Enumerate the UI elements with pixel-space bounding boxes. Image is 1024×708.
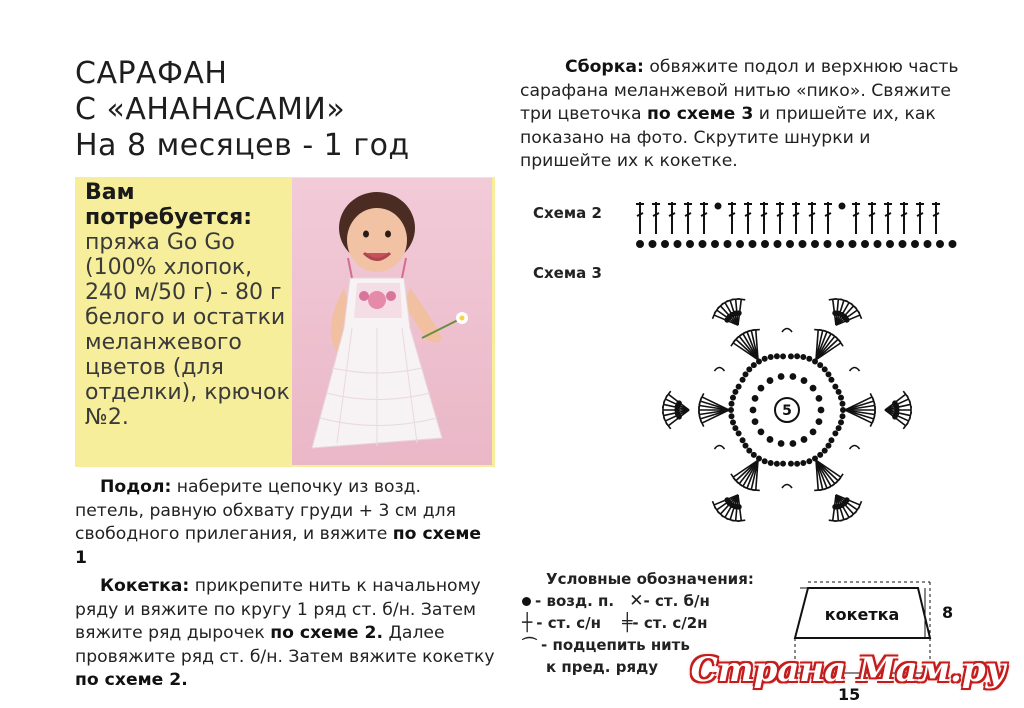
dc-stitch-cross: [745, 213, 751, 216]
arch-chain-dot: [769, 461, 773, 465]
double-crochet-icon: ┼: [522, 613, 533, 633]
dc-stitch-cross: [885, 213, 891, 216]
inner-chain-dot: [801, 437, 806, 442]
arch-chain-dot: [818, 363, 822, 367]
outer-chain-dot: [677, 401, 681, 405]
dc-stitch-cross: [637, 213, 643, 216]
chain-dot: [812, 241, 818, 247]
page-title: [75, 56, 410, 164]
arch-chain-dot: [823, 448, 827, 452]
koketka-label: Кокетка:: [100, 576, 190, 596]
treble-crochet-icon: ╪: [622, 613, 633, 633]
flower-center-number: 5: [782, 403, 792, 419]
requirements-text: [85, 180, 295, 430]
dc-stitch-cross: [793, 213, 799, 216]
arch-chain-dot: [729, 402, 733, 406]
arch-chain-dot: [731, 420, 735, 424]
arch-chain-dot: [769, 355, 773, 359]
arch-chain-dot: [736, 384, 740, 388]
chain-dot: [775, 241, 781, 247]
arch-chain-dot: [762, 459, 766, 463]
legend-heading: Условные обозначения:: [546, 570, 754, 588]
arch-chain-dot: [833, 431, 837, 435]
legend-hook: - подцепить нить: [541, 636, 690, 654]
arch-chain-dot: [829, 378, 833, 382]
hook-arc: [714, 368, 724, 372]
single-crochet-icon: ✕: [629, 591, 644, 611]
inner-chain-dot: [810, 386, 815, 391]
pattern-width: 15: [838, 685, 861, 703]
arch-chain-dot: [826, 372, 830, 376]
inner-chain-dot: [801, 378, 806, 383]
chain-dot: [950, 241, 956, 247]
arch-chain-dot: [840, 402, 844, 406]
chain-dot: [762, 241, 768, 247]
dc-stitch-cross: [809, 213, 815, 216]
arch-chain-dot: [801, 355, 805, 359]
arch-chain-dot: [840, 414, 844, 418]
baby-photo: [292, 178, 492, 465]
dc-stitch-cross: [761, 213, 767, 216]
requirements-heading: Вам потребуется:: [85, 180, 253, 230]
chain-dot: [825, 241, 831, 247]
legend-sc: - ст. б/н: [643, 592, 710, 610]
inner-chain-dot: [752, 419, 757, 424]
schema-3-flower-diagram: [620, 255, 960, 555]
dc-stitch-cross: [777, 213, 783, 216]
chain-dot: [675, 241, 681, 247]
arch-chain-dot: [823, 367, 827, 371]
arch-chain-dot: [836, 426, 840, 430]
dc-stitch-cross: [653, 213, 659, 216]
arch-chain-dot: [743, 372, 747, 376]
legend-hook-cont: к пред. ряду: [546, 658, 658, 676]
outer-chain-dot: [833, 505, 837, 509]
arch-chain-dot: [743, 443, 747, 447]
inner-chain-dot: [778, 441, 783, 446]
inner-chain-dot: [816, 419, 821, 424]
chain-dot: [737, 241, 743, 247]
arch-chain-dot: [807, 357, 811, 361]
sborka-scheme-ref: по схеме 3: [647, 104, 754, 124]
schema-2-diagram: [630, 198, 965, 250]
chain-dot: [750, 241, 756, 247]
koketka-text-1: прикрепите нить к начальному ряду и вяжите по кругу 1 ряд ст. б/н. Затем вяжите ряд дырочек: [75, 576, 481, 643]
chain-dot: [937, 241, 943, 247]
chain-dot: [725, 241, 731, 247]
chain-stitch-icon: [522, 597, 531, 606]
arch-chain-dot: [795, 354, 799, 358]
arch-chain-dot: [747, 367, 751, 371]
petal-dc-top: [839, 340, 843, 347]
hook-thread-icon: ⌒: [522, 636, 538, 654]
title-line-3: На 8 месяцев - 1 год: [75, 128, 410, 163]
dc-stitch-cross: [701, 213, 707, 216]
inner-chain-dot: [778, 374, 783, 379]
chain-dot: [662, 241, 668, 247]
arch-chain-dot: [752, 453, 756, 457]
inner-chain-dot: [750, 407, 755, 412]
podol-paragraph: [75, 476, 495, 570]
legend-tr: - ст. с/2н: [632, 614, 708, 632]
pattern-height: 8: [942, 603, 954, 622]
koketka-text-2: Далее провяжите ряд ст. б/н. Затем вяжите кокетку: [75, 623, 495, 667]
dc-stitch-cross: [869, 213, 875, 216]
arch-chain-dot: [789, 461, 793, 465]
requirements-body: пряжа Go Go (100% хлопок, 240 м/50 г) - 80 г белого и остатки меланжевого цветов (для отделки), крючок №2.: [85, 230, 290, 430]
dc-stitch-cross: [825, 213, 831, 216]
inner-chain-dot: [767, 378, 772, 383]
outer-dc-top: [829, 520, 837, 521]
outer-chain-dot: [893, 415, 897, 419]
arch-chain-dot: [775, 354, 779, 358]
petal-dc-top: [731, 474, 735, 481]
arch-chain-dot: [801, 461, 805, 465]
title-line-2: С «АНАНАСАМИ»: [75, 92, 346, 127]
arch-chain-dot: [841, 408, 845, 412]
arch-chain-dot: [752, 363, 756, 367]
chain-dot: [637, 241, 643, 247]
picot-dot: [716, 204, 721, 209]
arch-chain-dot: [839, 395, 843, 399]
arch-chain-dot: [781, 354, 785, 358]
arch-chain-dot: [829, 438, 833, 442]
arch-chain-dot: [729, 414, 733, 418]
sborka-text-2: и пришейте их, как показано на фото. Скрутите шнурки и пришейте их к кокетке.: [520, 104, 936, 171]
pattern-label: кокетка: [824, 605, 900, 624]
podol-scheme-ref: по схеме 1: [75, 524, 482, 568]
arch-chain-dot: [733, 390, 737, 394]
chain-dot: [650, 241, 656, 247]
petal-dc-top: [814, 490, 822, 491]
sborka-label: Сборка:: [565, 57, 644, 77]
outer-chain-dot: [845, 318, 849, 322]
podol-text: наберите цепочку из возд. петель, равную обхвату груди + 3 см для свободного прилегания, и вяжите: [75, 477, 456, 544]
chain-dot: [850, 241, 856, 247]
inner-chain-dot: [758, 429, 763, 434]
legend-dc: - ст. с/н: [536, 614, 601, 632]
arch-chain-dot: [762, 357, 766, 361]
chain-dot: [687, 241, 693, 247]
chain-dot: [912, 241, 918, 247]
inner-chain-dot: [790, 374, 795, 379]
koketka-scheme-ref-1: по схеме 2.: [270, 623, 384, 643]
picot-dot: [840, 204, 845, 209]
arch-chain-dot: [729, 408, 733, 412]
schema-3-label: Схема 3: [533, 264, 602, 282]
chain-dot: [862, 241, 868, 247]
sborka-paragraph: [520, 56, 965, 174]
title-line-1: САРАФАН: [75, 56, 228, 91]
dc-stitch-cross: [685, 213, 691, 216]
inner-chain-dot: [816, 396, 821, 401]
hook-arc: [850, 368, 860, 372]
chain-dot: [800, 241, 806, 247]
koketka-paragraph: [75, 575, 495, 693]
arch-chain-dot: [839, 420, 843, 424]
petal-dc-top: [752, 330, 760, 331]
schema-2-label: Схема 2: [533, 204, 602, 222]
inner-chain-dot: [818, 407, 823, 412]
arch-chain-dot: [733, 426, 737, 430]
chain-dot: [900, 241, 906, 247]
site-watermark: Страна Мам.ру: [690, 650, 1006, 690]
arch-chain-dot: [795, 462, 799, 466]
chain-dot: [712, 241, 718, 247]
inner-chain-dot: [767, 437, 772, 442]
arch-chain-dot: [781, 461, 785, 465]
koketka-scheme-ref-2: по схеме 2.: [75, 670, 188, 690]
chain-dot: [700, 241, 706, 247]
inner-chain-dot: [752, 396, 757, 401]
dc-stitch-cross: [729, 213, 735, 216]
inner-chain-dot: [790, 441, 795, 446]
arch-chain-dot: [736, 431, 740, 435]
arch-chain-dot: [747, 448, 751, 452]
hook-arc: [782, 485, 792, 489]
arch-chain-dot: [775, 462, 779, 466]
arch-chain-dot: [807, 459, 811, 463]
outer-chain-dot: [725, 498, 729, 502]
arch-chain-dot: [818, 453, 822, 457]
podol-label: Подол:: [100, 477, 172, 497]
chain-dot: [887, 241, 893, 247]
outer-chain-dot: [737, 311, 741, 315]
arch-chain-dot: [740, 438, 744, 442]
sborka-text-1: обвяжите подол и верхнюю часть сарафана меланжевой нитью «пико». Свяжите три цветочка: [520, 57, 959, 124]
inner-chain-dot: [810, 429, 815, 434]
inner-chain-dot: [758, 386, 763, 391]
arch-chain-dot: [789, 354, 793, 358]
hook-arc: [714, 446, 724, 450]
arch-chain-dot: [740, 378, 744, 382]
arch-chain-dot: [731, 395, 735, 399]
chain-dot: [875, 241, 881, 247]
chain-dot: [925, 241, 931, 247]
dc-stitch-cross: [901, 213, 907, 216]
arch-chain-dot: [836, 390, 840, 394]
arch-chain-dot: [826, 443, 830, 447]
dc-stitch-cross: [933, 213, 939, 216]
dc-stitch-cross: [917, 213, 923, 216]
chain-dot: [837, 241, 843, 247]
dc-stitch-cross: [669, 213, 675, 216]
dc-stitch-cross: [853, 213, 859, 216]
outer-dc-top: [737, 299, 745, 300]
arch-chain-dot: [833, 384, 837, 388]
hook-arc: [850, 446, 860, 450]
legend-chain: - возд. п.: [535, 592, 615, 610]
hook-arc: [782, 329, 792, 333]
chain-dot: [787, 241, 793, 247]
